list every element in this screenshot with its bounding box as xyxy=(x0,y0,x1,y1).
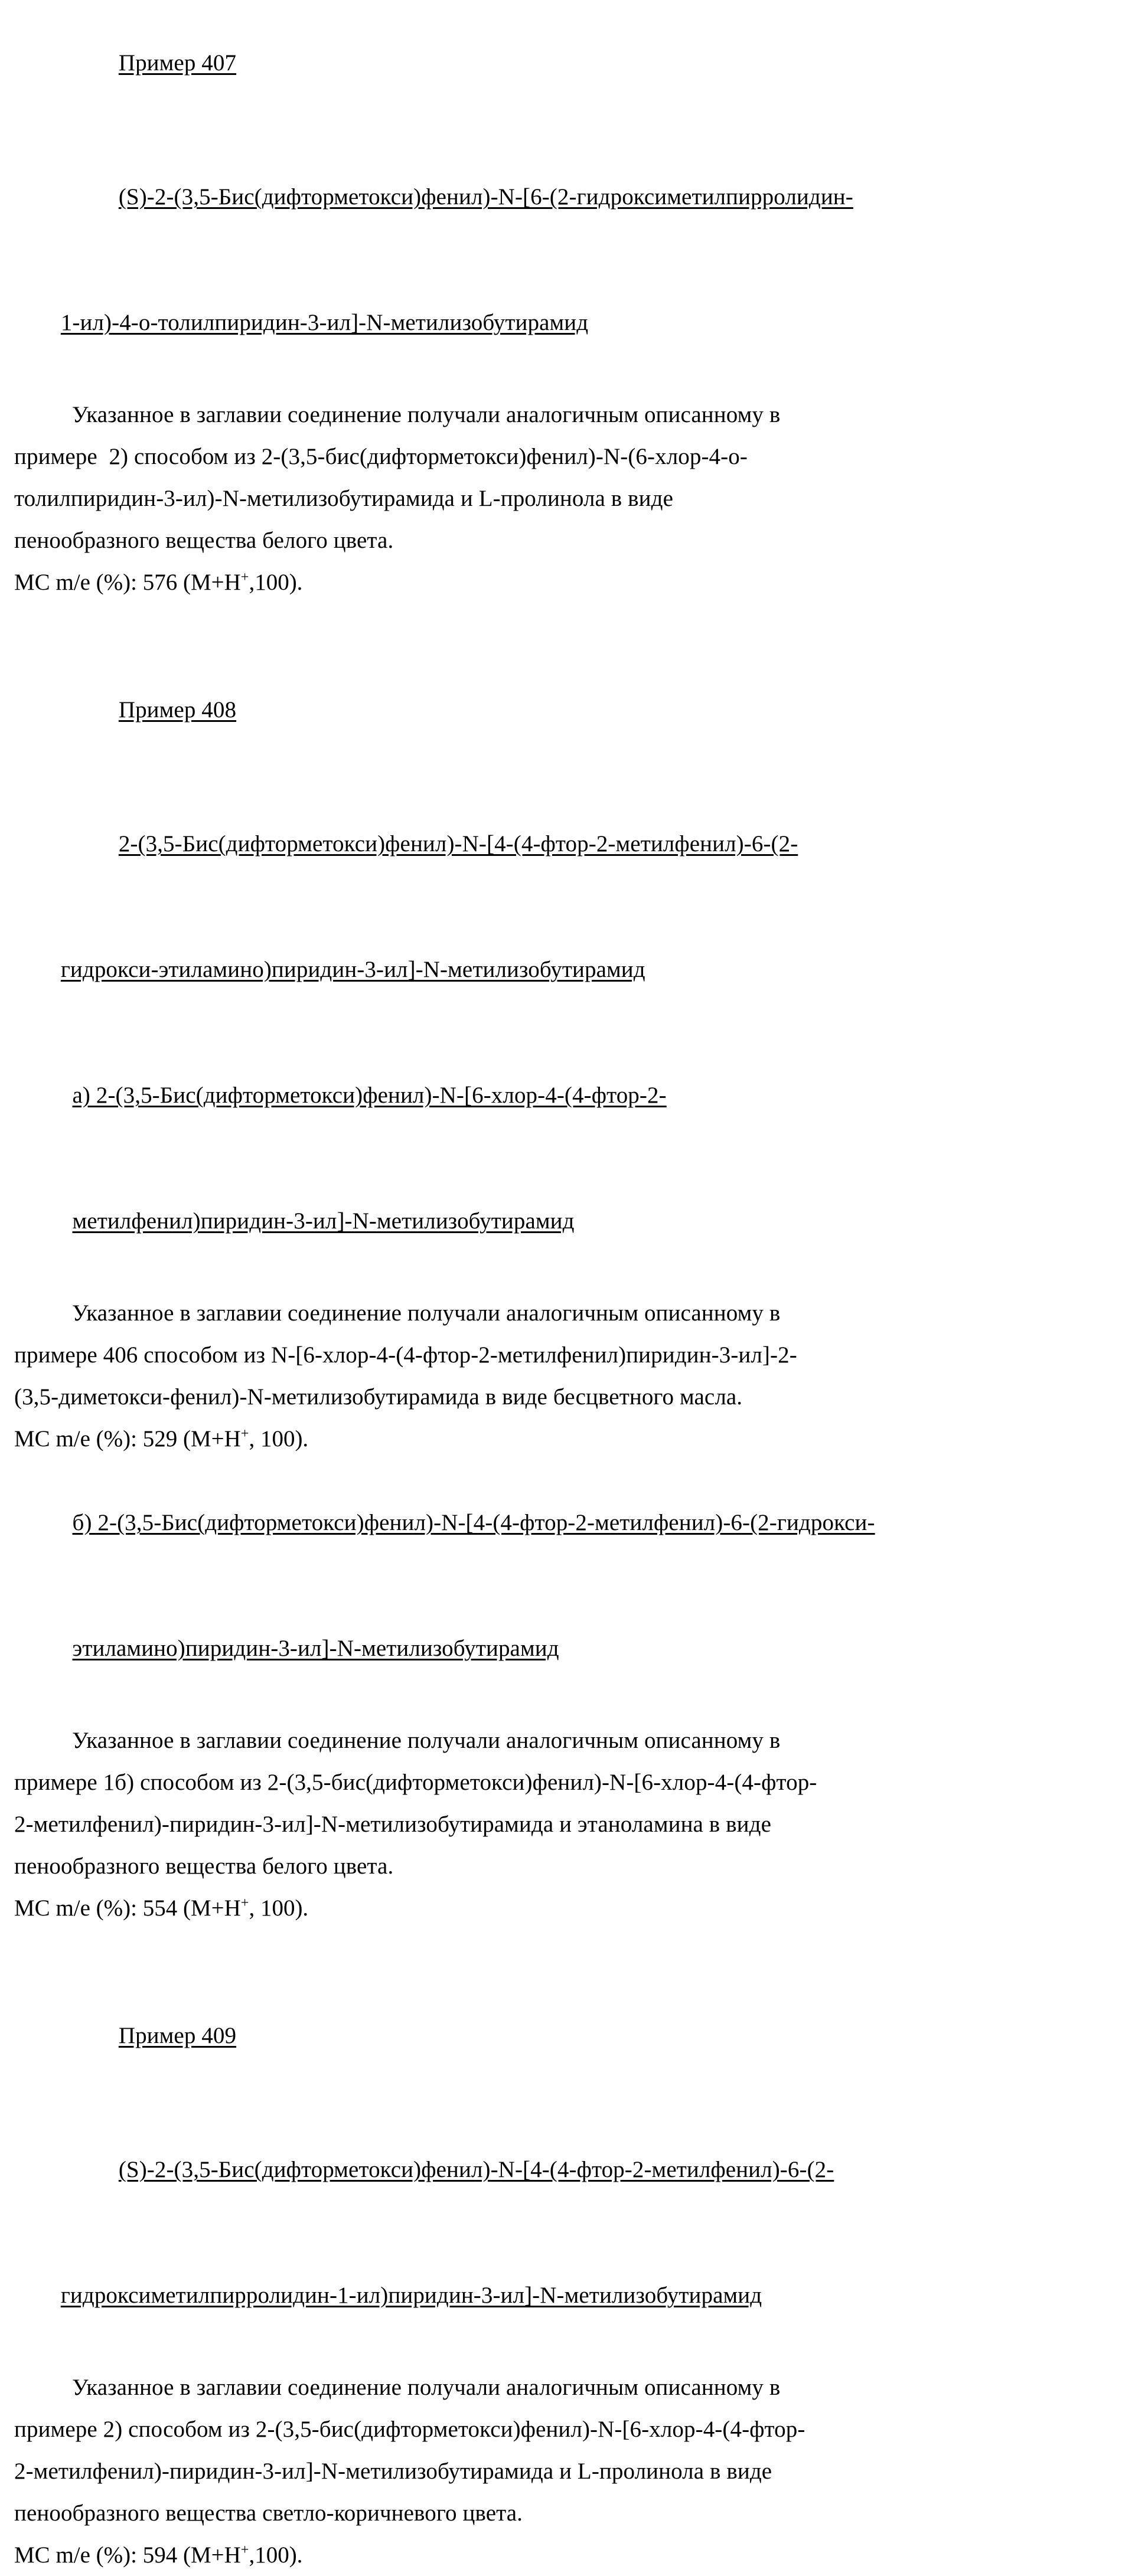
paragraph-409-line-3: 2-метилфенил)-пиридин-3-ил]-N-метилизобутирамида и L-пролинола в виде xyxy=(14,2459,772,2484)
compound-title-408-line-1-text: 2-(3,5-Бис(дифторметокси)фенил)-N-[4-(4-фтор-2-метилфенил)-6-(2- xyxy=(118,831,798,857)
ms-data-407-suffix: ,100). xyxy=(249,570,303,595)
compound-title-407-line-2-text: 1-ил)-4-о-толилпиридин-3-ил]-N-метилизобутирамид xyxy=(60,310,589,335)
paragraph-408a-line-1: Указанное в заглавии соединение получали аналогичным описанному в xyxy=(72,1300,781,1326)
compound-title-407-line-1-text: (S)-2-(3,5-Бис(дифторметокси)фенил)-N-[6-(2-гидроксиметилпирролидин- xyxy=(118,184,853,210)
subsection-408a-title-line-2-text: метилфенил)пиридин-3-ил]-N-метилизобутирамид xyxy=(72,1208,575,1234)
compound-title-407-line-1 xyxy=(14,134,1113,260)
subsection-408a-title-line-2 xyxy=(14,1158,1113,1284)
spacer xyxy=(14,126,1113,134)
ms-data-409-superscript: + xyxy=(240,2542,249,2558)
paragraph-408a-line-2: примере 406 способом из N-[6-хлор-4-(4-фтор-2-метилфенил)пиридин-3-ил]-2- xyxy=(14,1342,797,1368)
ms-data-409-suffix: ,100). xyxy=(249,2542,303,2568)
paragraph-407-line-4: пенообразного вещества белого цвета. xyxy=(14,528,394,553)
compound-title-408-line-1 xyxy=(14,781,1113,907)
example-heading-409-text: Пример 409 xyxy=(118,2023,237,2048)
subsection-408b-title-line-1 xyxy=(14,1460,1113,1586)
spacer xyxy=(14,2358,1113,2366)
compound-title-407-line-2 xyxy=(14,260,1113,385)
example-heading-407 xyxy=(14,0,1113,126)
paragraph-408b-line-3: 2-метилфенил)-пиридин-3-ил]-N-метилизобутирамида и этаноламина в виде xyxy=(14,1812,771,1837)
ms-data-408b-suffix: , 100). xyxy=(249,1895,309,1921)
example-heading-408 xyxy=(14,647,1113,773)
ms-data-408a xyxy=(14,1418,1113,1460)
example-section-407 xyxy=(14,0,1113,603)
example-heading-408-text: Пример 408 xyxy=(118,697,237,723)
ms-data-408a-suffix: , 100). xyxy=(249,1426,309,1452)
spacer xyxy=(14,2098,1113,2107)
ms-data-408b-prefix: МС m/e (%): 554 (М+Н xyxy=(14,1895,241,1921)
example-section-408 xyxy=(14,647,1113,1929)
compound-title-409-line-2-text: гидроксиметилпирролидин-1-ил)пиридин-3-ил]-N-метилизобутирамид xyxy=(60,2283,762,2308)
compound-title-408-line-2-text: гидрокси-этиламино)пиридин-3-ил]-N-метилизобутирамид xyxy=(60,957,645,982)
paragraph-407-line-1: Указанное в заглавии соединение получали аналогичным описанному в xyxy=(72,402,781,427)
ms-data-408a-superscript: + xyxy=(240,1426,249,1441)
example-subsection-408-a xyxy=(14,1032,1113,1460)
compound-title-408-line-2 xyxy=(14,907,1113,1032)
ms-data-408b-superscript: + xyxy=(240,1895,249,1911)
ms-data-408b xyxy=(14,1887,1113,1929)
compound-title-409-line-1 xyxy=(14,2107,1113,2232)
spacer xyxy=(14,1284,1113,1292)
example-heading-409 xyxy=(14,1973,1113,2098)
example-subsection-408-b xyxy=(14,1460,1113,1929)
spacer xyxy=(14,773,1113,781)
ms-data-407 xyxy=(14,561,1113,603)
paragraph-408b-line-2: примере 1б) способом из 2-(3,5-бис(дифторметокси)фенил)-N-[6-хлор-4-(4-фтор- xyxy=(14,1770,817,1795)
subsection-408b-title-line-1-text: б) 2-(3,5-Бис(дифторметокси)фенил)-N-[4-(4-фтор-2-метилфенил)-6-(2-гидрокси- xyxy=(72,1510,875,1535)
subsection-408a-title-line-1 xyxy=(14,1032,1113,1158)
compound-title-409-line-2 xyxy=(14,2232,1113,2358)
paragraph-407-line-2: примере 2) способом из 2-(3,5-бис(дифторметокси)фенил)-N-(6-хлор-4-о- xyxy=(14,444,748,469)
ms-data-407-prefix: МС m/e (%): 576 (М+Н xyxy=(14,570,241,595)
spacer xyxy=(14,385,1113,394)
subsection-408b-title-line-2 xyxy=(14,1586,1113,1711)
section-spacer xyxy=(14,603,1113,647)
ms-data-409-prefix: МС m/e (%): 594 (М+Н xyxy=(14,2542,241,2568)
example-heading-407-text: Пример 407 xyxy=(118,50,237,76)
paragraph-409-line-2: примере 2) способом из 2-(3,5-бис(дифторметокси)фенил)-N-[6-хлор-4-(4-фтор- xyxy=(14,2417,805,2442)
ms-data-408a-prefix: МС m/e (%): 529 (М+Н xyxy=(14,1426,241,1452)
paragraph-408b-line-1: Указанное в заглавии соединение получали аналогичным описанному в xyxy=(72,1728,781,1753)
paragraph-408b-line-4: пенообразного вещества белого цвета. xyxy=(14,1853,394,1879)
ms-data-409 xyxy=(14,2534,1113,2576)
paragraph-408a-line-3: (3,5-диметокси-фенил)-N-метилизобутирамида в виде бесцветного масла. xyxy=(14,1384,743,1410)
spacer xyxy=(14,1711,1113,1719)
subsection-408b-title-line-2-text: этиламино)пиридин-3-ил]-N-метилизобутирамид xyxy=(72,1636,559,1661)
example-section-409 xyxy=(14,1973,1113,2576)
paragraph-409-line-1: Указанное в заглавии соединение получали аналогичным описанному в xyxy=(72,2375,781,2400)
subsection-408a-title-line-1-text: а) 2-(3,5-Бис(дифторметокси)фенил)-N-[6-хлор-4-(4-фтор-2- xyxy=(72,1083,667,1108)
paragraph-409-line-4: пенообразного вещества светло-коричневого цвета. xyxy=(14,2500,523,2526)
document-text-body xyxy=(14,0,1113,2576)
compound-title-409-line-1-text: (S)-2-(3,5-Бис(дифторметокси)фенил)-N-[4-(4-фтор-2-метилфенил)-6-(2- xyxy=(118,2157,834,2182)
ms-data-407-superscript: + xyxy=(240,569,249,585)
section-spacer xyxy=(14,1929,1113,1973)
paragraph-407-line-3: толилпиридин-3-ил)-N-метилизобутирамида и L-пролинола в виде xyxy=(14,486,673,511)
